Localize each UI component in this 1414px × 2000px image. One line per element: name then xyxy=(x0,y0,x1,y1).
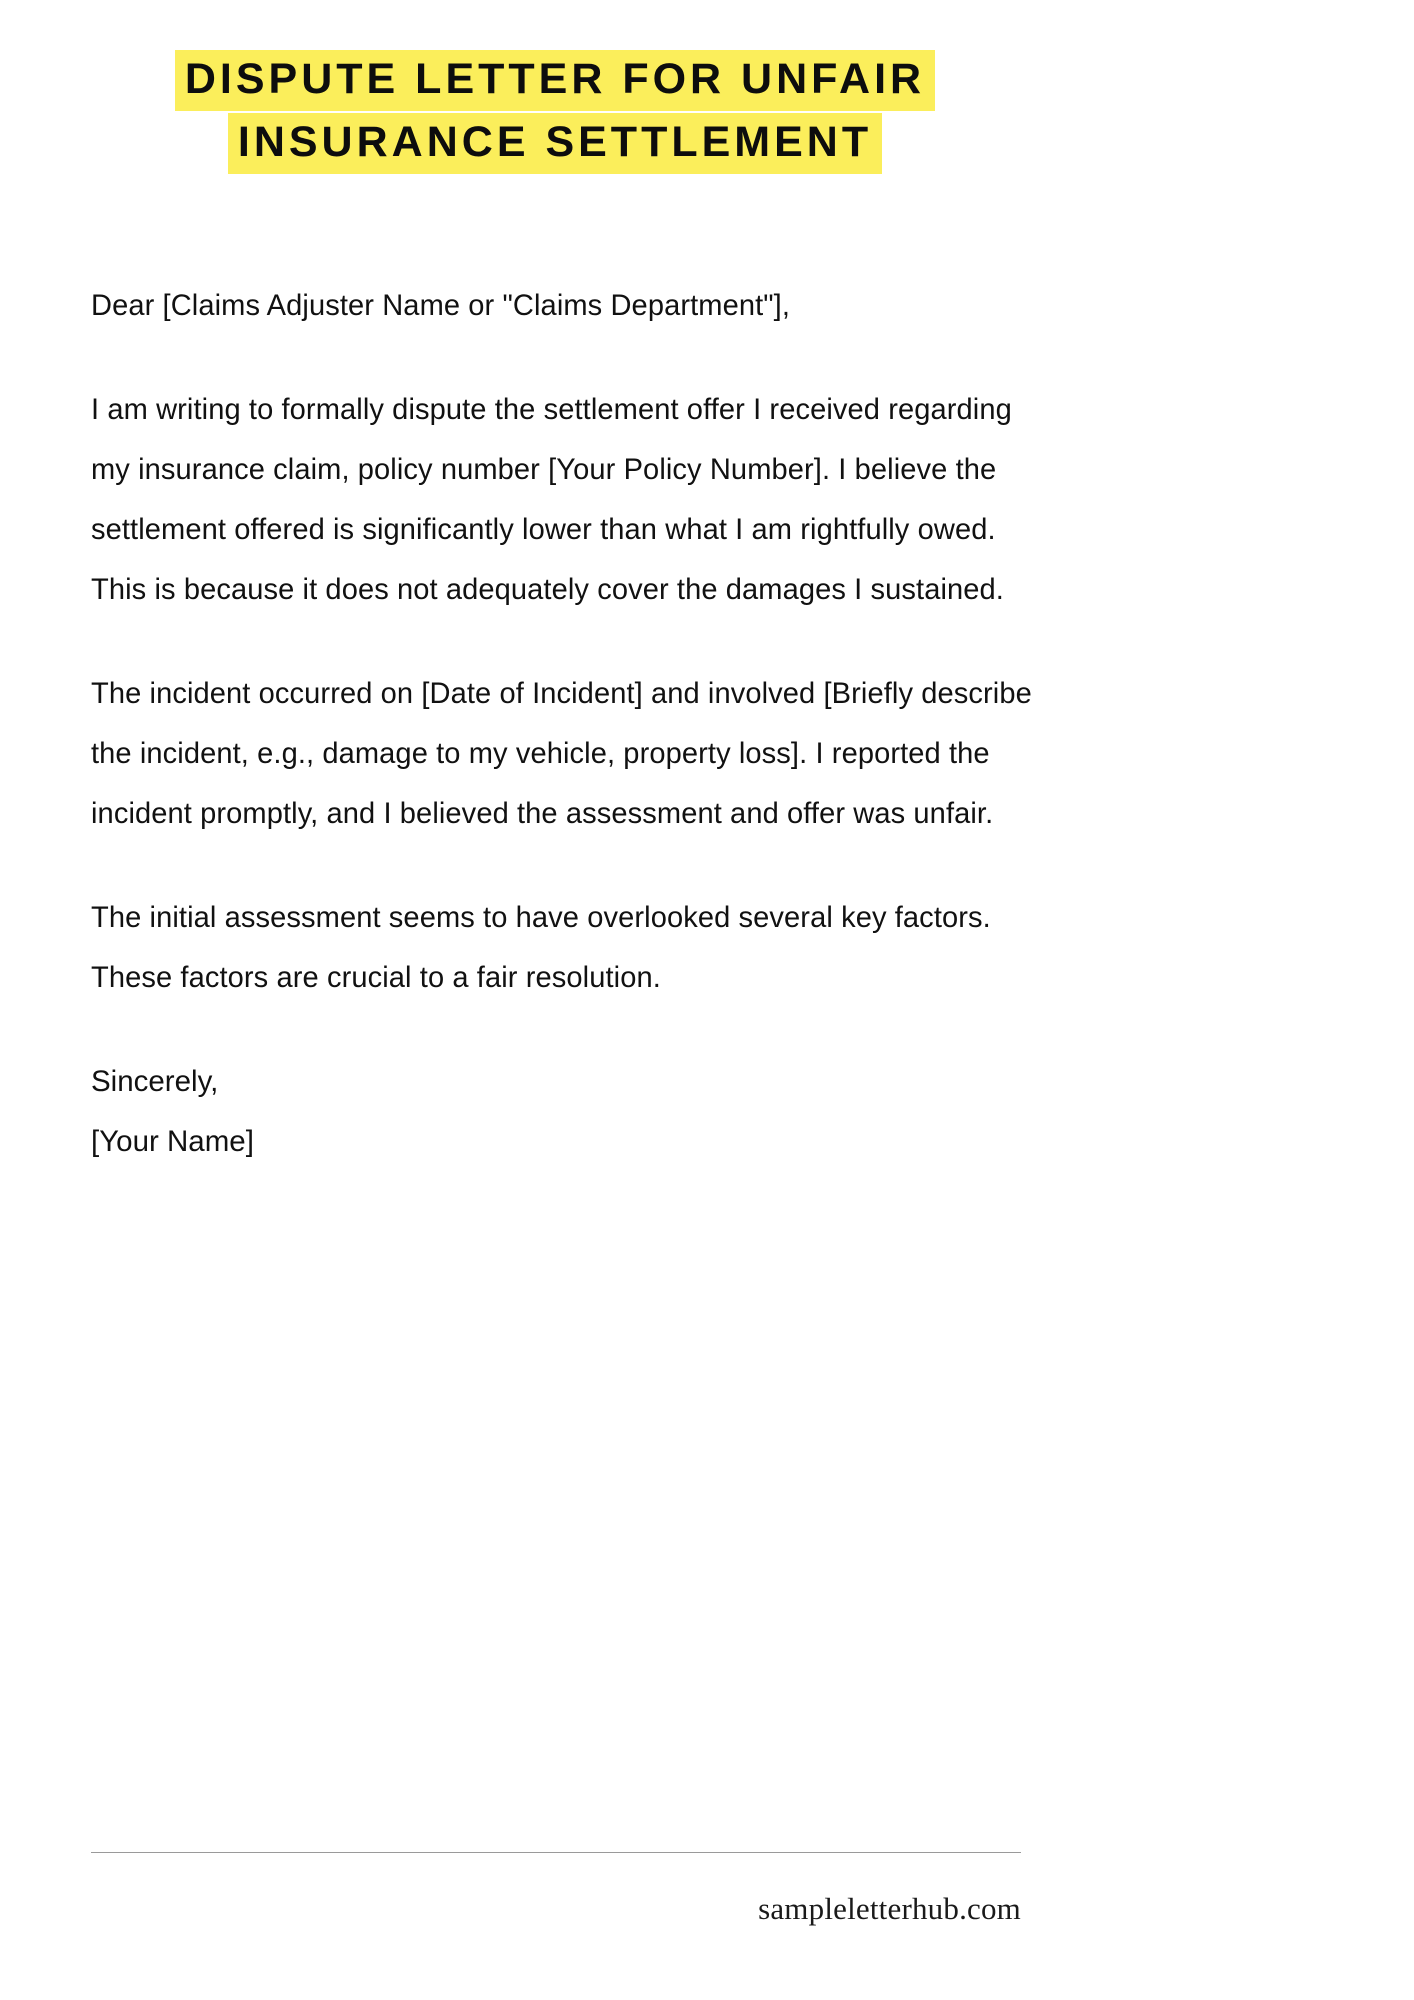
page-title-text: DISPUTE LETTER FOR UNFAIR INSURANCE SETTLEMENT xyxy=(175,50,935,174)
page-title xyxy=(90,48,1020,174)
footer-divider xyxy=(91,1852,1021,1853)
body-paragraph-3: The initial assessment seems to have overlooked several key factors. These factors are crucial to a fair resolution. xyxy=(91,901,999,994)
letter-body xyxy=(91,276,1049,1172)
footer-website-url: sampleletterhub.com xyxy=(758,1891,1021,1926)
closing-line: Sincerely, xyxy=(91,1065,219,1098)
body-paragraph-1: I am writing to formally dispute the settlement offer I received regarding my insurance claim, policy number [Your Policy Number]. I believe the settlement offered is significantly lower than what I am rightfully owed. This is because it does not adequately cover the damages I sustained. xyxy=(91,393,1021,606)
salutation: Dear [Claims Adjuster Name or "Claims Department"], xyxy=(91,289,791,322)
signature-line: [Your Name] xyxy=(91,1125,254,1158)
body-paragraph-2: The incident occurred on [Date of Incident] and involved [Briefly describe the incident, e.g., damage to my vehicle, property loss]. I reported the incident promptly, and I believed the assessment and offer was unfair. xyxy=(91,677,1041,830)
page-footer xyxy=(91,1852,1021,1929)
